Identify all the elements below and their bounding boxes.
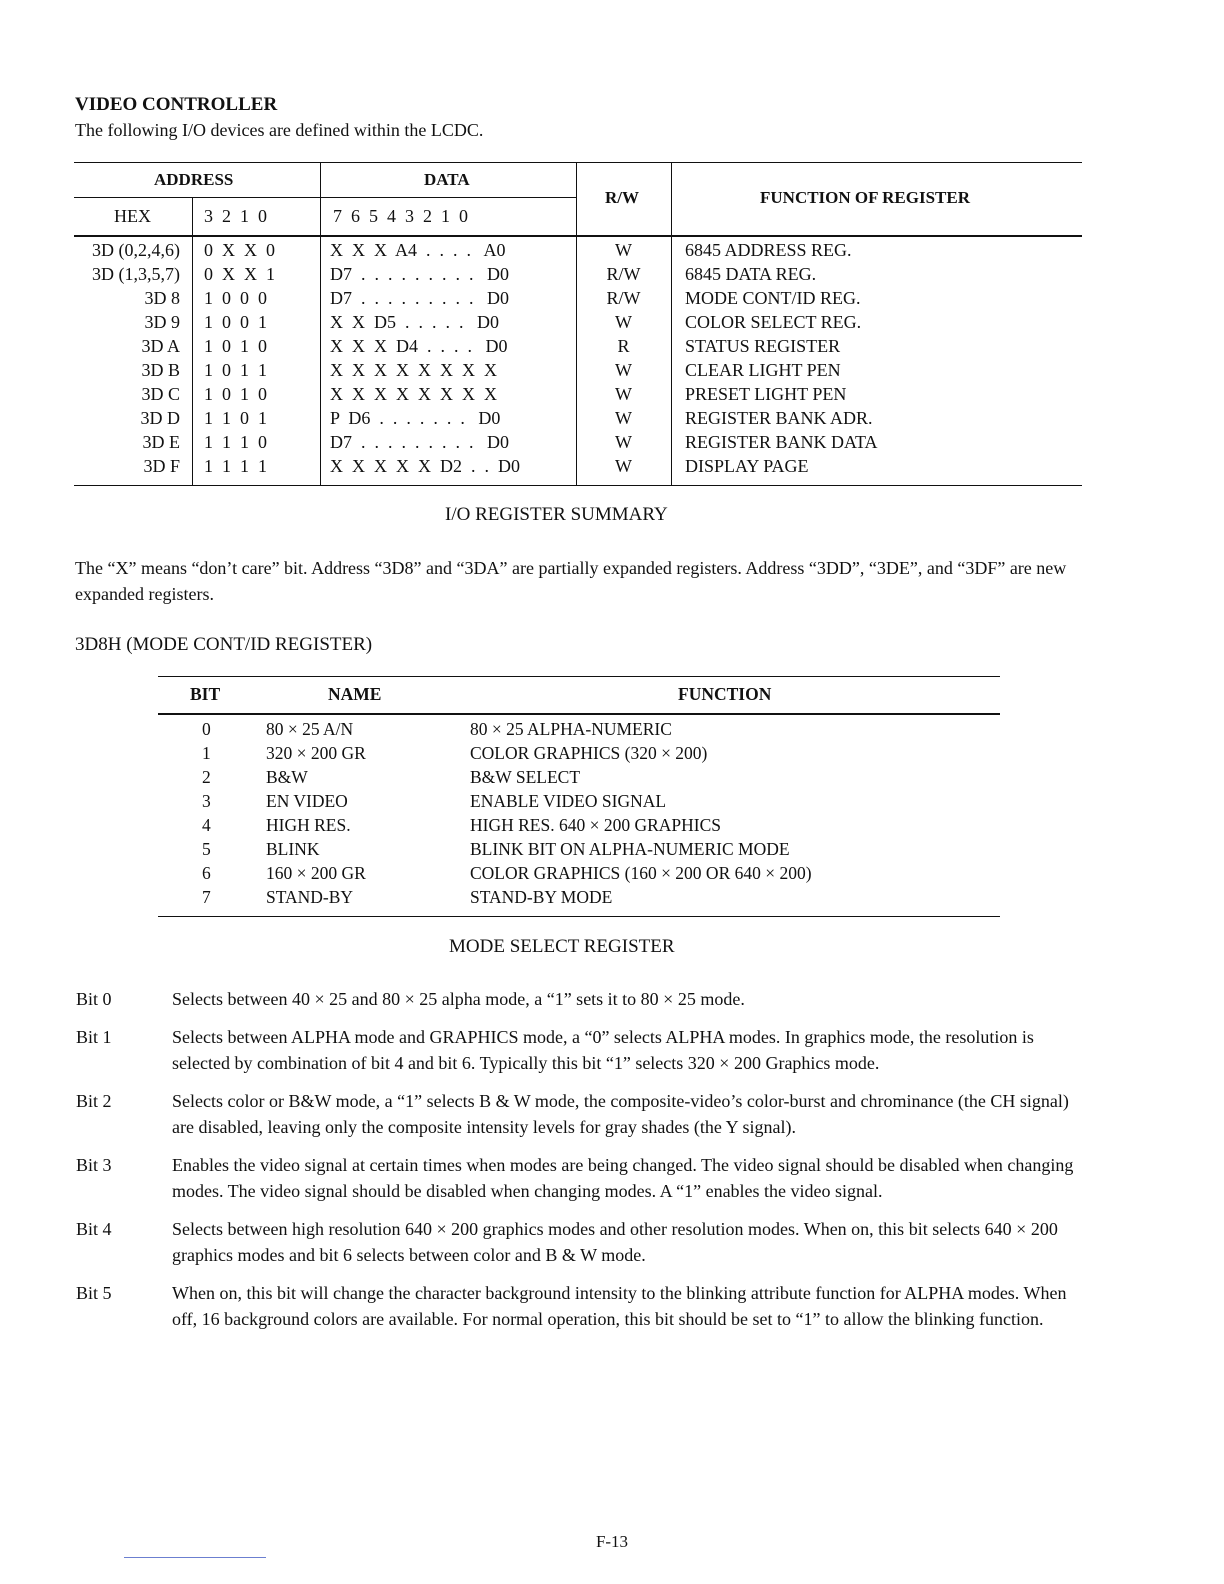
mode-row-bit: 3	[202, 791, 211, 811]
mode-row-function: 80 × 25 ALPHA-NUMERIC	[470, 719, 672, 739]
dont-care-note: The “X” means “don’t care” bit. Address “3D8” and “3DA” are partially expanded registers. Address “3DD”, “3DE”, and “3DF” are new expanded registers.	[75, 558, 1067, 604]
row-function: CLEAR LIGHT PEN	[685, 360, 841, 380]
row-data-bits: P D6 . . . . . . . D0	[330, 408, 501, 428]
bit-description	[76, 1024, 1086, 1076]
function-header: FUNCTION OF REGISTER	[760, 188, 971, 207]
row-rw: W	[615, 456, 632, 476]
row-hex: 3D A	[141, 336, 180, 356]
row-address-bits: 1 1 1 0	[204, 432, 267, 452]
mode-function-header: FUNCTION	[678, 684, 772, 704]
row-hex: 3D C	[141, 384, 180, 404]
mode-row-name: BLINK	[266, 839, 320, 859]
mode-row-name: EN VIDEO	[266, 791, 348, 811]
row-function: MODE CONT/ID REG.	[685, 288, 861, 308]
row-hex: 3D D	[140, 408, 180, 428]
row-rw: R/W	[606, 288, 641, 308]
bit-text: Selects between 40 × 25 and 80 × 25 alpha mode, a “1” sets it to 80 × 25 mode.	[172, 989, 745, 1009]
row-hex: 3D B	[141, 360, 180, 380]
row-data-bits: X X X X X X X X	[330, 384, 497, 404]
intro-text: The following I/O devices are defined within the LCDC.	[75, 120, 484, 140]
row-data-bits: D7 . . . . . . . . . D0	[330, 264, 509, 284]
row-rw: W	[615, 432, 632, 452]
row-address-bits: 1 1 0 1	[204, 408, 267, 428]
row-function: 6845 ADDRESS REG.	[685, 240, 852, 260]
row-function: DISPLAY PAGE	[685, 456, 809, 476]
mode-row-bit: 5	[202, 839, 211, 859]
row-address-bits: 0 X X 1	[204, 264, 275, 284]
bit-label: Bit 5	[76, 1283, 112, 1303]
footnote-rule	[124, 1557, 266, 1558]
row-rw: W	[615, 408, 632, 428]
mode-row-bit: 6	[202, 863, 211, 883]
row-rw: W	[615, 240, 632, 260]
bit-header: BIT	[190, 684, 221, 704]
mode-row-function: ENABLE VIDEO SIGNAL	[470, 791, 667, 811]
row-address-bits: 1 0 0 0	[204, 288, 267, 308]
bit-text: Selects between high resolution 640 × 200 graphics modes and other resolution modes. When on, this bit selects 640 × 200 graphics modes and bit 6 selects between color and B & W mode.	[172, 1219, 1058, 1265]
mode-row-name: STAND-BY	[266, 887, 354, 907]
row-hex: 3D (0,2,4,6)	[92, 240, 180, 260]
bit-description	[76, 1088, 1086, 1140]
bit-label: Bit 0	[76, 989, 112, 1009]
row-address-bits: 1 0 1 1	[204, 360, 267, 380]
row-function: COLOR SELECT REG.	[685, 312, 862, 332]
mode-row-function: COLOR GRAPHICS (320 × 200)	[470, 743, 708, 763]
row-data-bits: X X X X X D2 . . D0	[330, 456, 520, 476]
bit-text: Selects between ALPHA mode and GRAPHICS mode, a “0” selects ALPHA modes. In graphics mode, the resolution is selected by combination of bit 4 and bit 6. Typically this bit “1” selects 320 × 200 Graphics mode.	[172, 1027, 1034, 1073]
row-data-bits: X X X A4 . . . . A0	[330, 240, 506, 260]
mode-table-caption: MODE SELECT REGISTER	[449, 936, 675, 957]
bit-text: Enables the video signal at certain times when modes are being changed. The video signal should be disabled when changing modes. The video signal should be disabled when changing modes. A “1” enables the video signal.	[172, 1155, 1074, 1201]
bit-label: Bit 4	[76, 1219, 112, 1239]
mode-row-name: HIGH RES.	[266, 815, 351, 835]
address-bits-header: 3 2 1 0	[204, 206, 267, 226]
row-hex: 3D 8	[144, 288, 180, 308]
mode-row-bit: 0	[202, 719, 211, 739]
row-function: STATUS REGISTER	[685, 336, 841, 356]
section-title: VIDEO CONTROLLER	[75, 94, 278, 115]
mode-row-function: BLINK BIT ON ALPHA-NUMERIC MODE	[470, 839, 790, 859]
row-hex: 3D (1,3,5,7)	[92, 264, 180, 284]
mode-row-function: STAND-BY MODE	[470, 887, 613, 907]
page-number: F-13	[595, 1532, 629, 1551]
row-function: PRESET LIGHT PEN	[685, 384, 847, 404]
row-address-bits: 1 0 0 1	[204, 312, 267, 332]
mode-row-bit: 2	[202, 767, 211, 787]
bit-label: Bit 2	[76, 1091, 112, 1111]
io-table-caption: I/O REGISTER SUMMARY	[445, 504, 668, 525]
row-data-bits: X X X X X X X X	[330, 360, 497, 380]
mode-row-name: 160 × 200 GR	[266, 863, 366, 883]
row-data-bits: D7 . . . . . . . . . D0	[330, 288, 509, 308]
row-data-bits: D7 . . . . . . . . . D0	[330, 432, 509, 452]
row-function: REGISTER BANK ADR.	[685, 408, 873, 428]
row-hex: 3D F	[143, 456, 180, 476]
bit-descriptions	[76, 986, 1086, 1344]
bit-description	[76, 1280, 1086, 1332]
mode-row-name: 320 × 200 GR	[266, 743, 366, 763]
rw-header: R/W	[605, 188, 639, 207]
bit-label: Bit 3	[76, 1155, 112, 1175]
data-header: DATA	[424, 170, 470, 189]
mode-row-bit: 4	[202, 815, 211, 835]
name-header: NAME	[328, 684, 382, 704]
io-register-table	[74, 162, 1082, 488]
row-function: REGISTER BANK DATA	[685, 432, 878, 452]
bit-text: When on, this bit will change the character background intensity to the blinking attribute function for ALPHA modes. When off, 16 background colors are available. For normal operation, this bit should be set to “1” to allow the blinking function.	[172, 1283, 1067, 1329]
row-function: 6845 DATA REG.	[685, 264, 817, 284]
mode-row-bit: 7	[202, 887, 211, 907]
row-address-bits: 1 0 1 0	[204, 336, 267, 356]
mode-select-table	[158, 676, 1000, 920]
row-data-bits: X X X D4 . . . . D0	[330, 336, 508, 356]
mode-row-function: B&W SELECT	[470, 767, 581, 787]
row-rw: W	[615, 360, 632, 380]
address-header: ADDRESS	[154, 170, 234, 189]
mode-row-function: HIGH RES. 640 × 200 GRAPHICS	[470, 815, 722, 835]
data-bits-header: 7 6 5 4 3 2 1 0	[333, 206, 468, 226]
mode-row-bit: 1	[202, 743, 211, 763]
mode-row-name: 80 × 25 A/N	[266, 719, 354, 739]
row-hex: 3D 9	[144, 312, 180, 332]
row-rw: W	[615, 384, 632, 404]
row-address-bits: 0 X X 0	[204, 240, 275, 260]
row-address-bits: 1 0 1 0	[204, 384, 267, 404]
mode-row-name: B&W	[266, 767, 308, 787]
row-rw: R/W	[606, 264, 641, 284]
bit-text: Selects color or B&W mode, a “1” selects B & W mode, the composite-video’s color-burst and chrominance (the CH signal) are disabled, leaving only the composite intensity levels for gray shades (the Y signal).	[172, 1091, 1069, 1137]
row-address-bits: 1 1 1 1	[204, 456, 267, 476]
bit-description	[76, 1216, 1086, 1268]
row-rw: W	[615, 312, 632, 332]
hex-header: HEX	[114, 206, 151, 226]
mode-row-function: COLOR GRAPHICS (160 × 200 OR 640 × 200)	[470, 863, 812, 883]
row-hex: 3D E	[142, 432, 180, 452]
row-rw: R	[617, 336, 630, 356]
mode-register-heading: 3D8H (MODE CONT/ID REGISTER)	[75, 634, 373, 655]
bit-label: Bit 1	[76, 1027, 112, 1047]
bit-description	[76, 1152, 1086, 1204]
bit-description	[76, 986, 1086, 1012]
row-data-bits: X X D5 . . . . . D0	[330, 312, 499, 332]
